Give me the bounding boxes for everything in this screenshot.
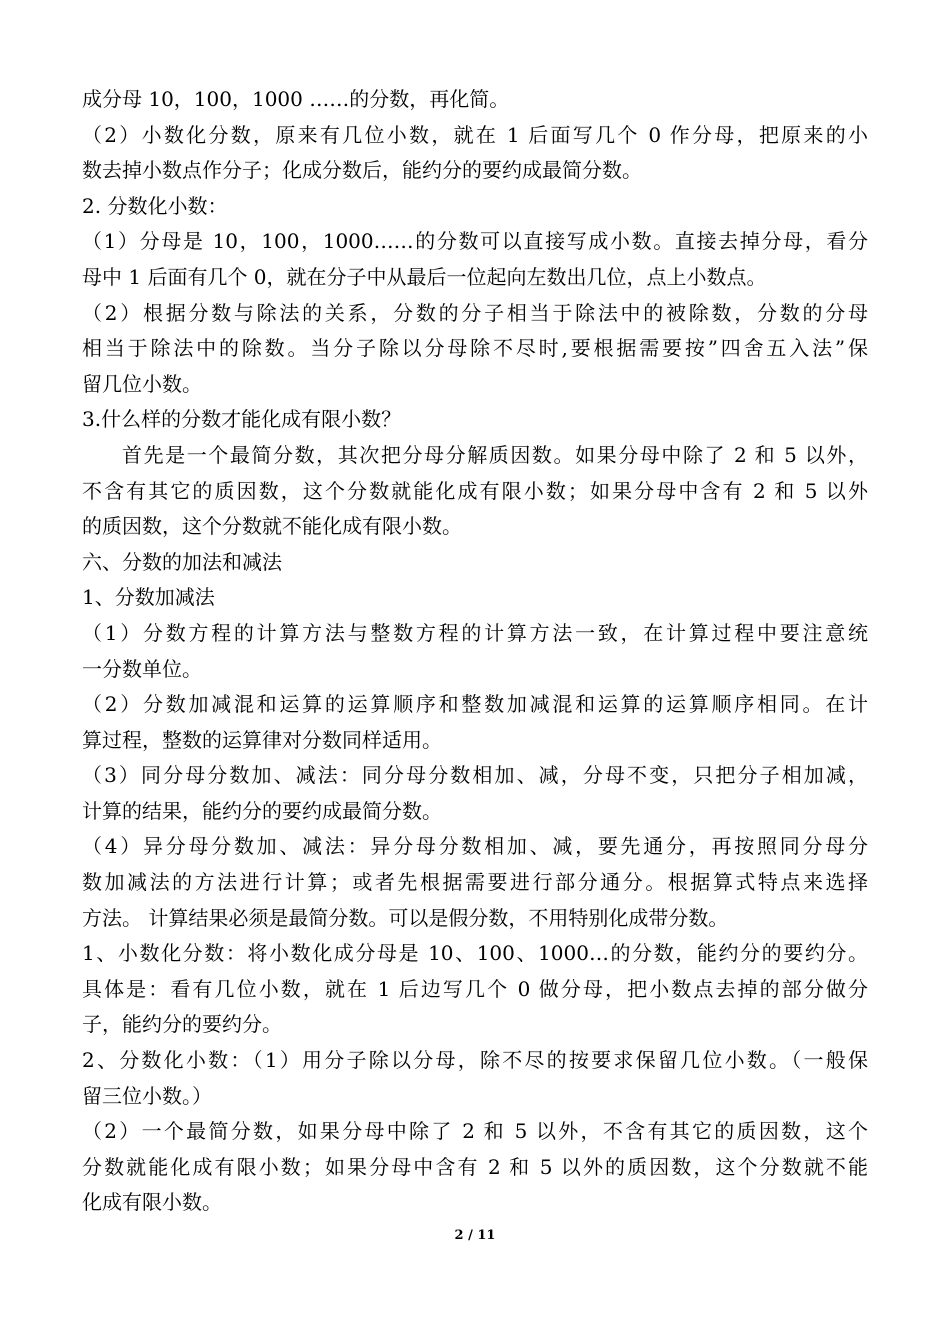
text-line: （2）根据分数与除法的关系，分数的分子相当于除法中的被除数，分数的分母 [82,300,868,325]
text-line: 方法。 计算结果必须是最简分数。可以是假分数，不用特别化成带分数。 [82,905,729,930]
text-line: 具体是：看有几位小数，就在 1 后边写几个 0 做分母，把小数点去掉的部分做分 [82,976,868,1001]
text-line: 母中 1 后面有几个 0，就在分子中从最后一位起向左数出几位，点上小数点。 [82,264,767,289]
text-line: 数去掉小数点作分子；化成分数后，能约分的要约成最简分数。 [82,158,642,183]
text-line: 首先是一个最简分数，其次把分母分解质因数。如果分母中除了 2 和 5 以外， [122,442,868,467]
text-line: 的质因数，这个分数就不能化成有限小数。 [82,514,462,539]
text-line: 算过程，整数的运算律对分数同样适用。 [82,727,442,752]
text-line: （1）分母是 10，100，1000……的分数可以直接写成小数。直接去掉分母，看分 [82,229,868,254]
text-line: （2）分数加减混和运算的运算顺序和整数加减混和运算的运算顺序相同。在计 [82,692,868,717]
text-line: （2）小数化分数，原来有几位小数，就在 1 后面写几个 0 作分母，把原来的小 [82,122,868,147]
page-body [82,82,868,1221]
text-line: 留几位小数。 [82,371,202,396]
text-line: 分数就能化成有限小数；如果分母中含有 2 和 5 以外的质因数，这个分数就不能 [82,1154,868,1179]
text-line: 计算的结果，能约分的要约成最简分数。 [82,798,442,823]
text-line: 不含有其它的质因数，这个分数就能化成有限小数；如果分母中含有 2 和 5 以外 [82,478,868,503]
text-line: （3）同分母分数加、减法：同分母分数相加、减，分母不变，只把分子相加减， [82,763,868,788]
text-line: （2）一个最简分数，如果分母中除了 2 和 5 以外，不含有其它的质因数，这个 [82,1119,868,1144]
text-line: 数加减法的方法进行计算；或者先根据需要进行部分通分。根据算式特点来选择 [82,870,868,895]
text-line: 子，能约分的要约分。 [82,1012,282,1037]
section-heading: 3.什么样的分数才能化成有限小数？ [82,407,402,432]
text-line: 1、小数化分数：将小数化成分母是 10、100、1000…的分数，能约分的要约分。 [82,941,868,966]
page-number: 2 / 11 [454,1228,496,1243]
section-heading: 六、分数的加法和减法 [82,549,282,574]
text-line: 成分母 10，100，1000 ……的分数，再化简。 [82,87,510,111]
section-heading: 1、分数加减法 [82,585,215,610]
text-line: （4）异分母分数加、减法：异分母分数相加、减，要先通分，再按照同分母分 [82,834,868,859]
text-line: （1）分数方程的计算方法与整数方程的计算方法一致，在计算过程中要注意统 [82,620,868,645]
text-line: 留三位小数。） [82,1083,212,1108]
text-line: 相当于除法中的除数。当分子除以分母除不尽时,要根据需要按”四舍五入法”保 [82,336,868,361]
text-line: 一分数单位。 [82,656,202,681]
section-heading: 2. 分数化小数： [82,193,228,218]
text-line: 化成有限小数。 [82,1190,222,1215]
text-line: 2、分数化小数：（1）用分子除以分母，除不尽的按要求保留几位小数。（一般保 [82,1048,868,1073]
